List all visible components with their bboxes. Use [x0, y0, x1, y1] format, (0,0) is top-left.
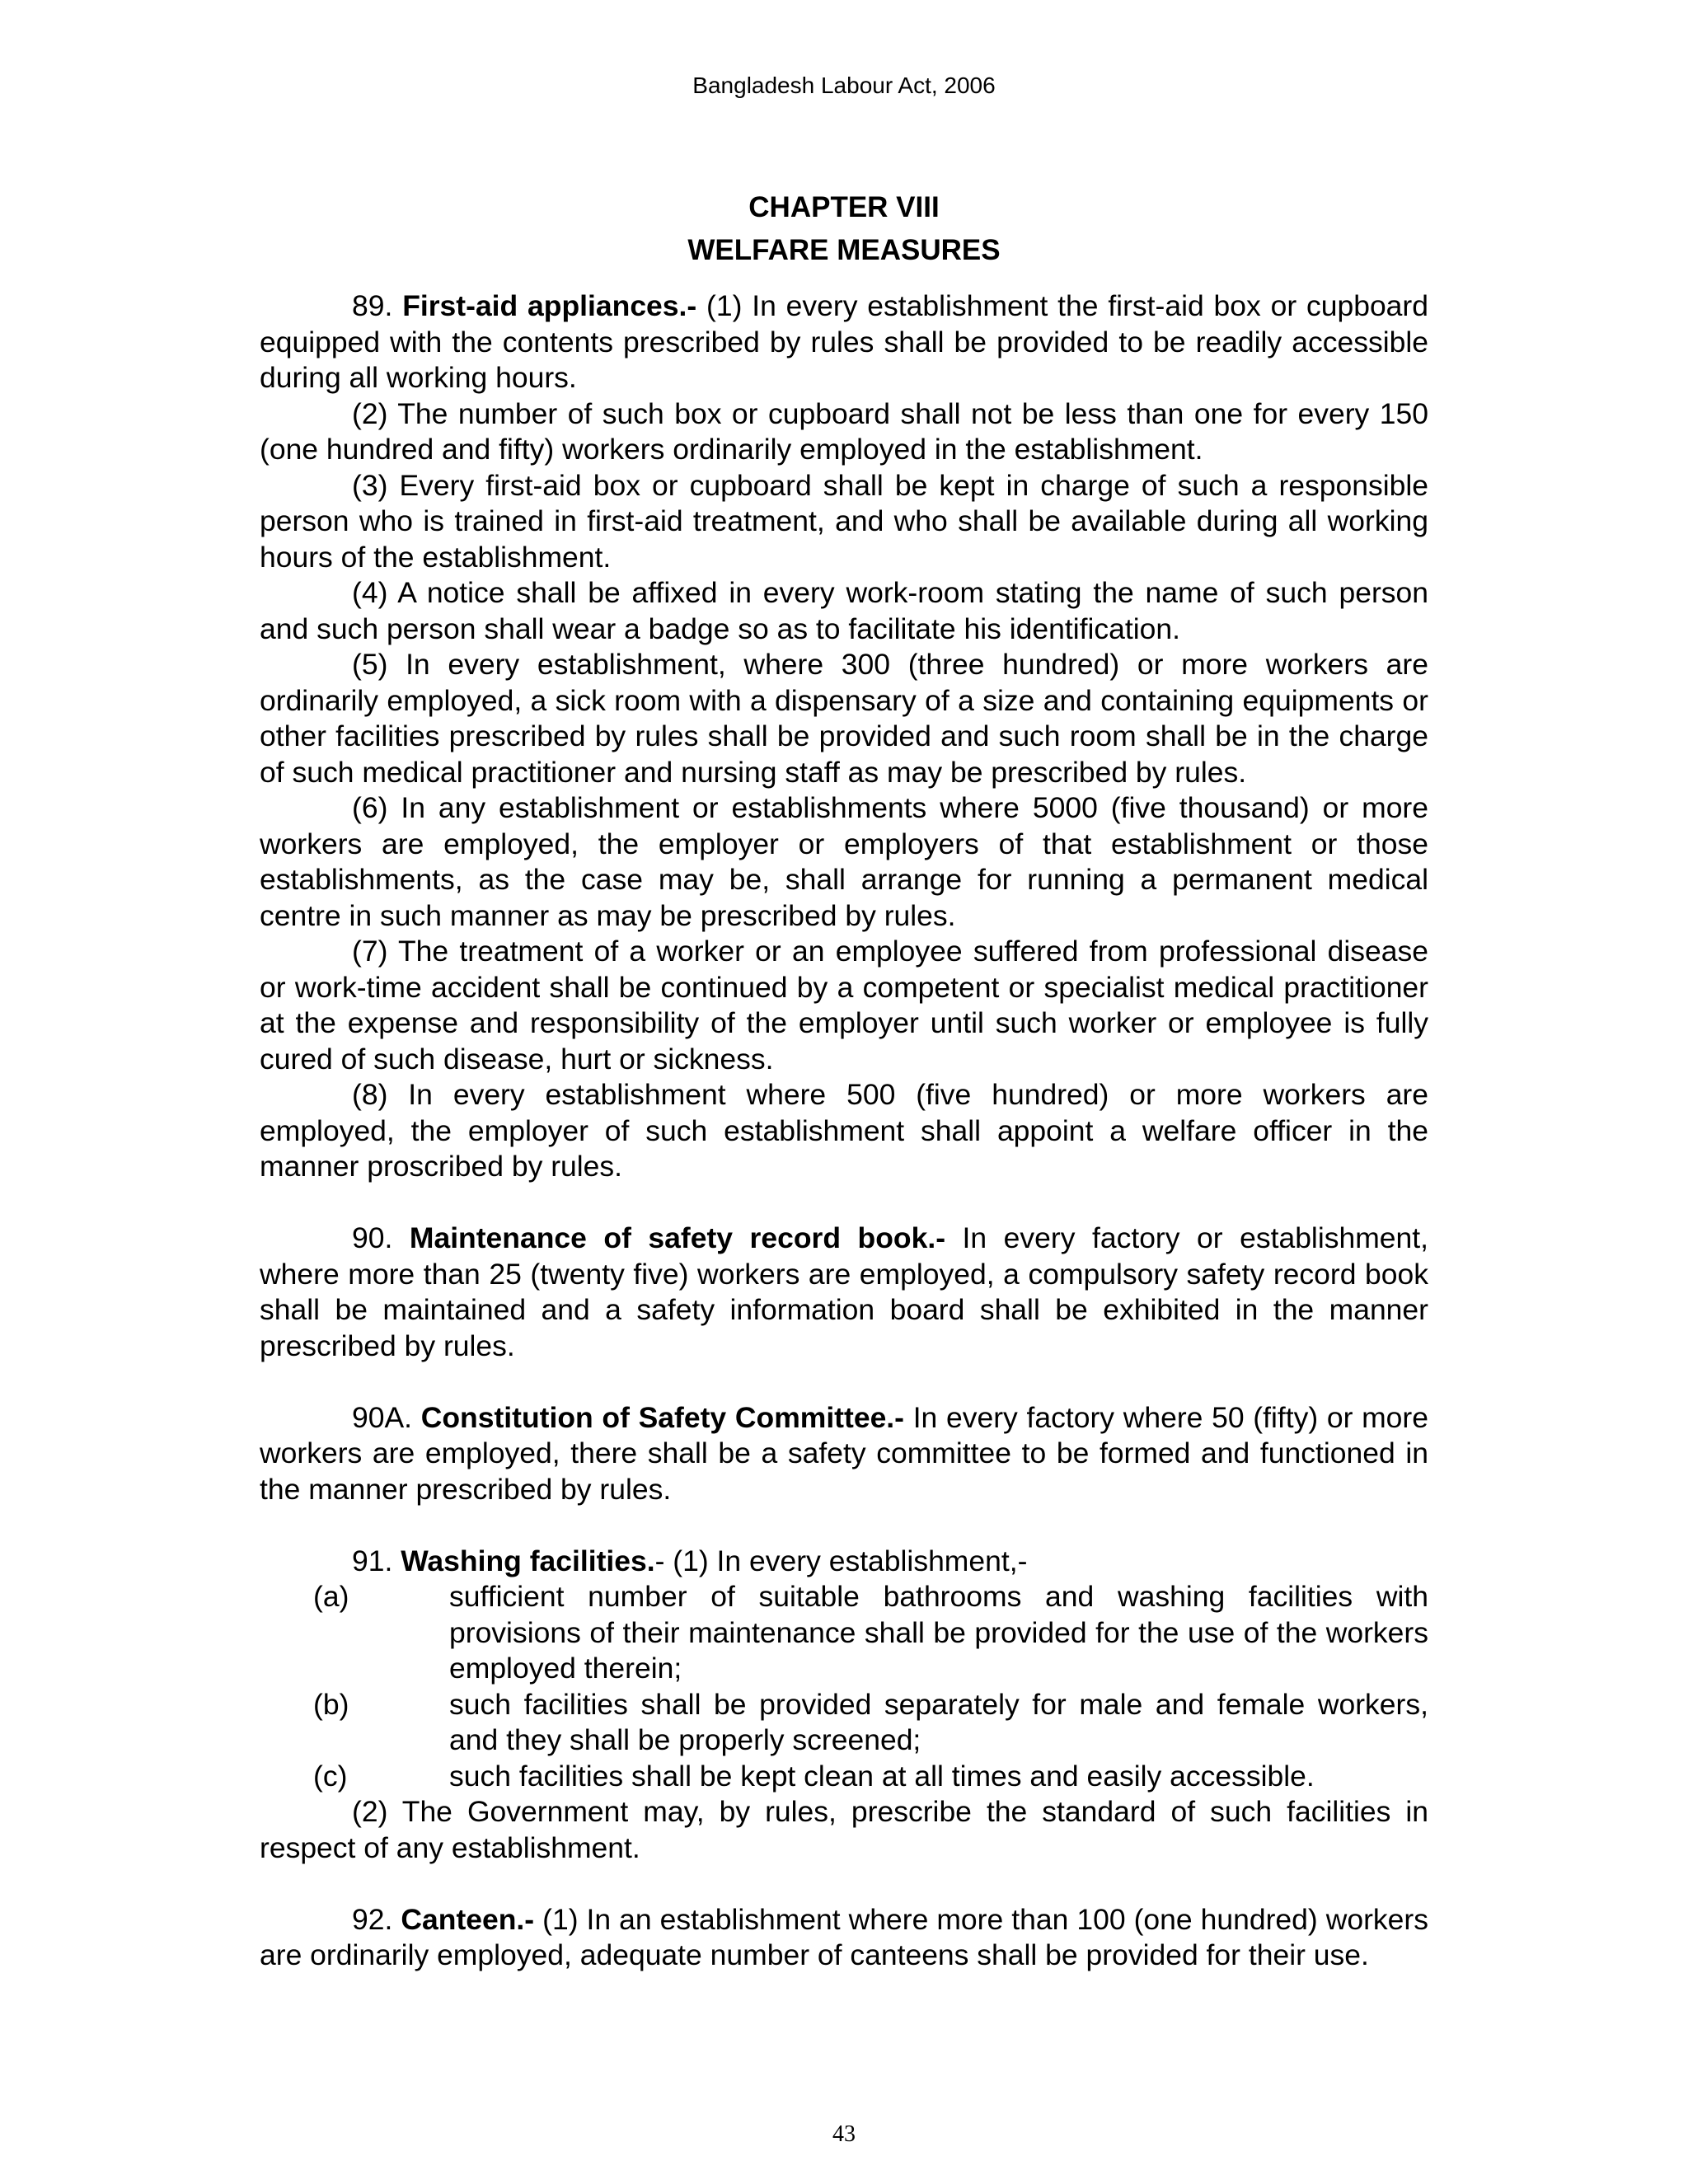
section-text: - (1) In every establishment,-: [654, 1544, 1028, 1577]
item-label: (a): [313, 1580, 349, 1613]
section-89-para-2: (2) The number of such box or cupboard shall not be less than one for every 150 (one hundred and fifty) workers ordinarily employed in the establishment.: [260, 396, 1428, 466]
section-text: (1) In an establishment where more than 100 (one hundred) workers are ordinarily employed, adequate number of canteens shall be provided for their use.: [260, 1902, 1428, 1971]
section-89-para-3: (3) Every first-aid box or cupboard shall be kept in charge of such a responsible person who is trained in first-aid treatment, and who shall be available during all working hours of the establishment.: [260, 468, 1428, 574]
section-heading: Canteen.-: [401, 1902, 535, 1936]
list-item: [260, 1687, 1428, 1759]
section-91-para-2: (2) The Government may, by rules, prescribe the standard of such facilities in respect of any establishment.: [260, 1795, 1428, 1864]
section-number: 91.: [352, 1544, 393, 1577]
section-heading: Constitution of Safety Committee.-: [420, 1400, 904, 1434]
item-text: sufficient number of suitable bathrooms and washing facilities with provisions of their maintenance shall be provided for the use of the workers employed therein;: [449, 1580, 1428, 1685]
section-number: 90A.: [352, 1400, 413, 1434]
section-heading: Maintenance of safety record book.-: [409, 1221, 946, 1254]
item-label: (c): [313, 1759, 348, 1793]
running-header: Bangladesh Labour Act, 2006: [692, 73, 996, 98]
list-item: [260, 1759, 1428, 1795]
list-item: [260, 1579, 1428, 1687]
item-text: such facilities shall be provided separately for male and female workers, and they shall be properly screened;: [449, 1687, 1428, 1756]
section-89-para-4: (4) A notice shall be affixed in every work-room stating the name of such person and such person shall wear a badge so as to facilitate his identification.: [260, 576, 1428, 645]
section-92-para-1: [260, 1902, 1428, 1974]
section-number: 92.: [352, 1902, 393, 1936]
section-text: (1) In every establishment the first-aid box or cupboard equipped with the contents prescribed by rules shall be provided to be readily accessible during all working hours.: [260, 289, 1428, 394]
section-heading: First-aid appliances.-: [402, 289, 697, 322]
section-91-para-1: [260, 1544, 1428, 1580]
section-number: 89.: [352, 289, 393, 322]
section-number: 90.: [352, 1221, 393, 1254]
section-89-para-7: (7) The treatment of a worker or an employee suffered from professional disease or work-time accident shall be continued by a competent or specialist medical practitioner at the expense and responsibility of the employer until such worker or employee is fully cured of such disease, hurt or sickness.: [260, 935, 1428, 1076]
section-heading: Washing facilities.: [401, 1544, 655, 1577]
section-89-para-5: (5) In every establishment, where 300 (three hundred) or more workers are ordinarily employed, a sick room with a dispensary of a size and containing equipments or other facilities prescribed by rules shall be provided and such room shall be in the charge of such medical practitioner and nursing staff as may be prescribed by rules.: [260, 648, 1428, 789]
section-90a-para-1: [260, 1400, 1428, 1508]
chapter-title: WELFARE MEASURES: [687, 234, 1001, 266]
section-89-para-6: (6) In any establishment or establishments where 5000 (five thousand) or more workers are employed, the employer or employers of that establishment or those establishments, as the case may be, shall arrange for running a permanent medical centre in such manner as may be prescribed by rules.: [260, 791, 1428, 932]
item-text: such facilities shall be kept clean at all times and easily accessible.: [449, 1759, 1315, 1793]
item-label: (b): [313, 1687, 349, 1721]
section-91-items: [260, 1579, 1428, 1794]
chapter-number: CHAPTER VIII: [748, 191, 940, 223]
section-90-para-1: [260, 1221, 1428, 1364]
section-89-para-1: [260, 288, 1428, 396]
chapter-heading: [0, 186, 1688, 272]
section-89-para-8: (8) In every establishment where 500 (five hundred) or more workers are employed, the employer of such establishment shall appoint a welfare officer in the manner proscribed by rules.: [260, 1078, 1428, 1183]
section-text: In every factory or establishment, where more than 25 (twenty five) workers are employed, a compulsory safety record book shall be maintained and a safety information board shall be exhibited in the manner prescribed by rules.: [260, 1221, 1428, 1362]
section-text: In every factory where 50 (fifty) or more workers are employed, there shall be a safety committee to be formed and functioned in the manner prescribed by rules.: [260, 1400, 1428, 1506]
page-number: 43: [832, 2121, 856, 2147]
body-text: [260, 288, 1428, 1974]
